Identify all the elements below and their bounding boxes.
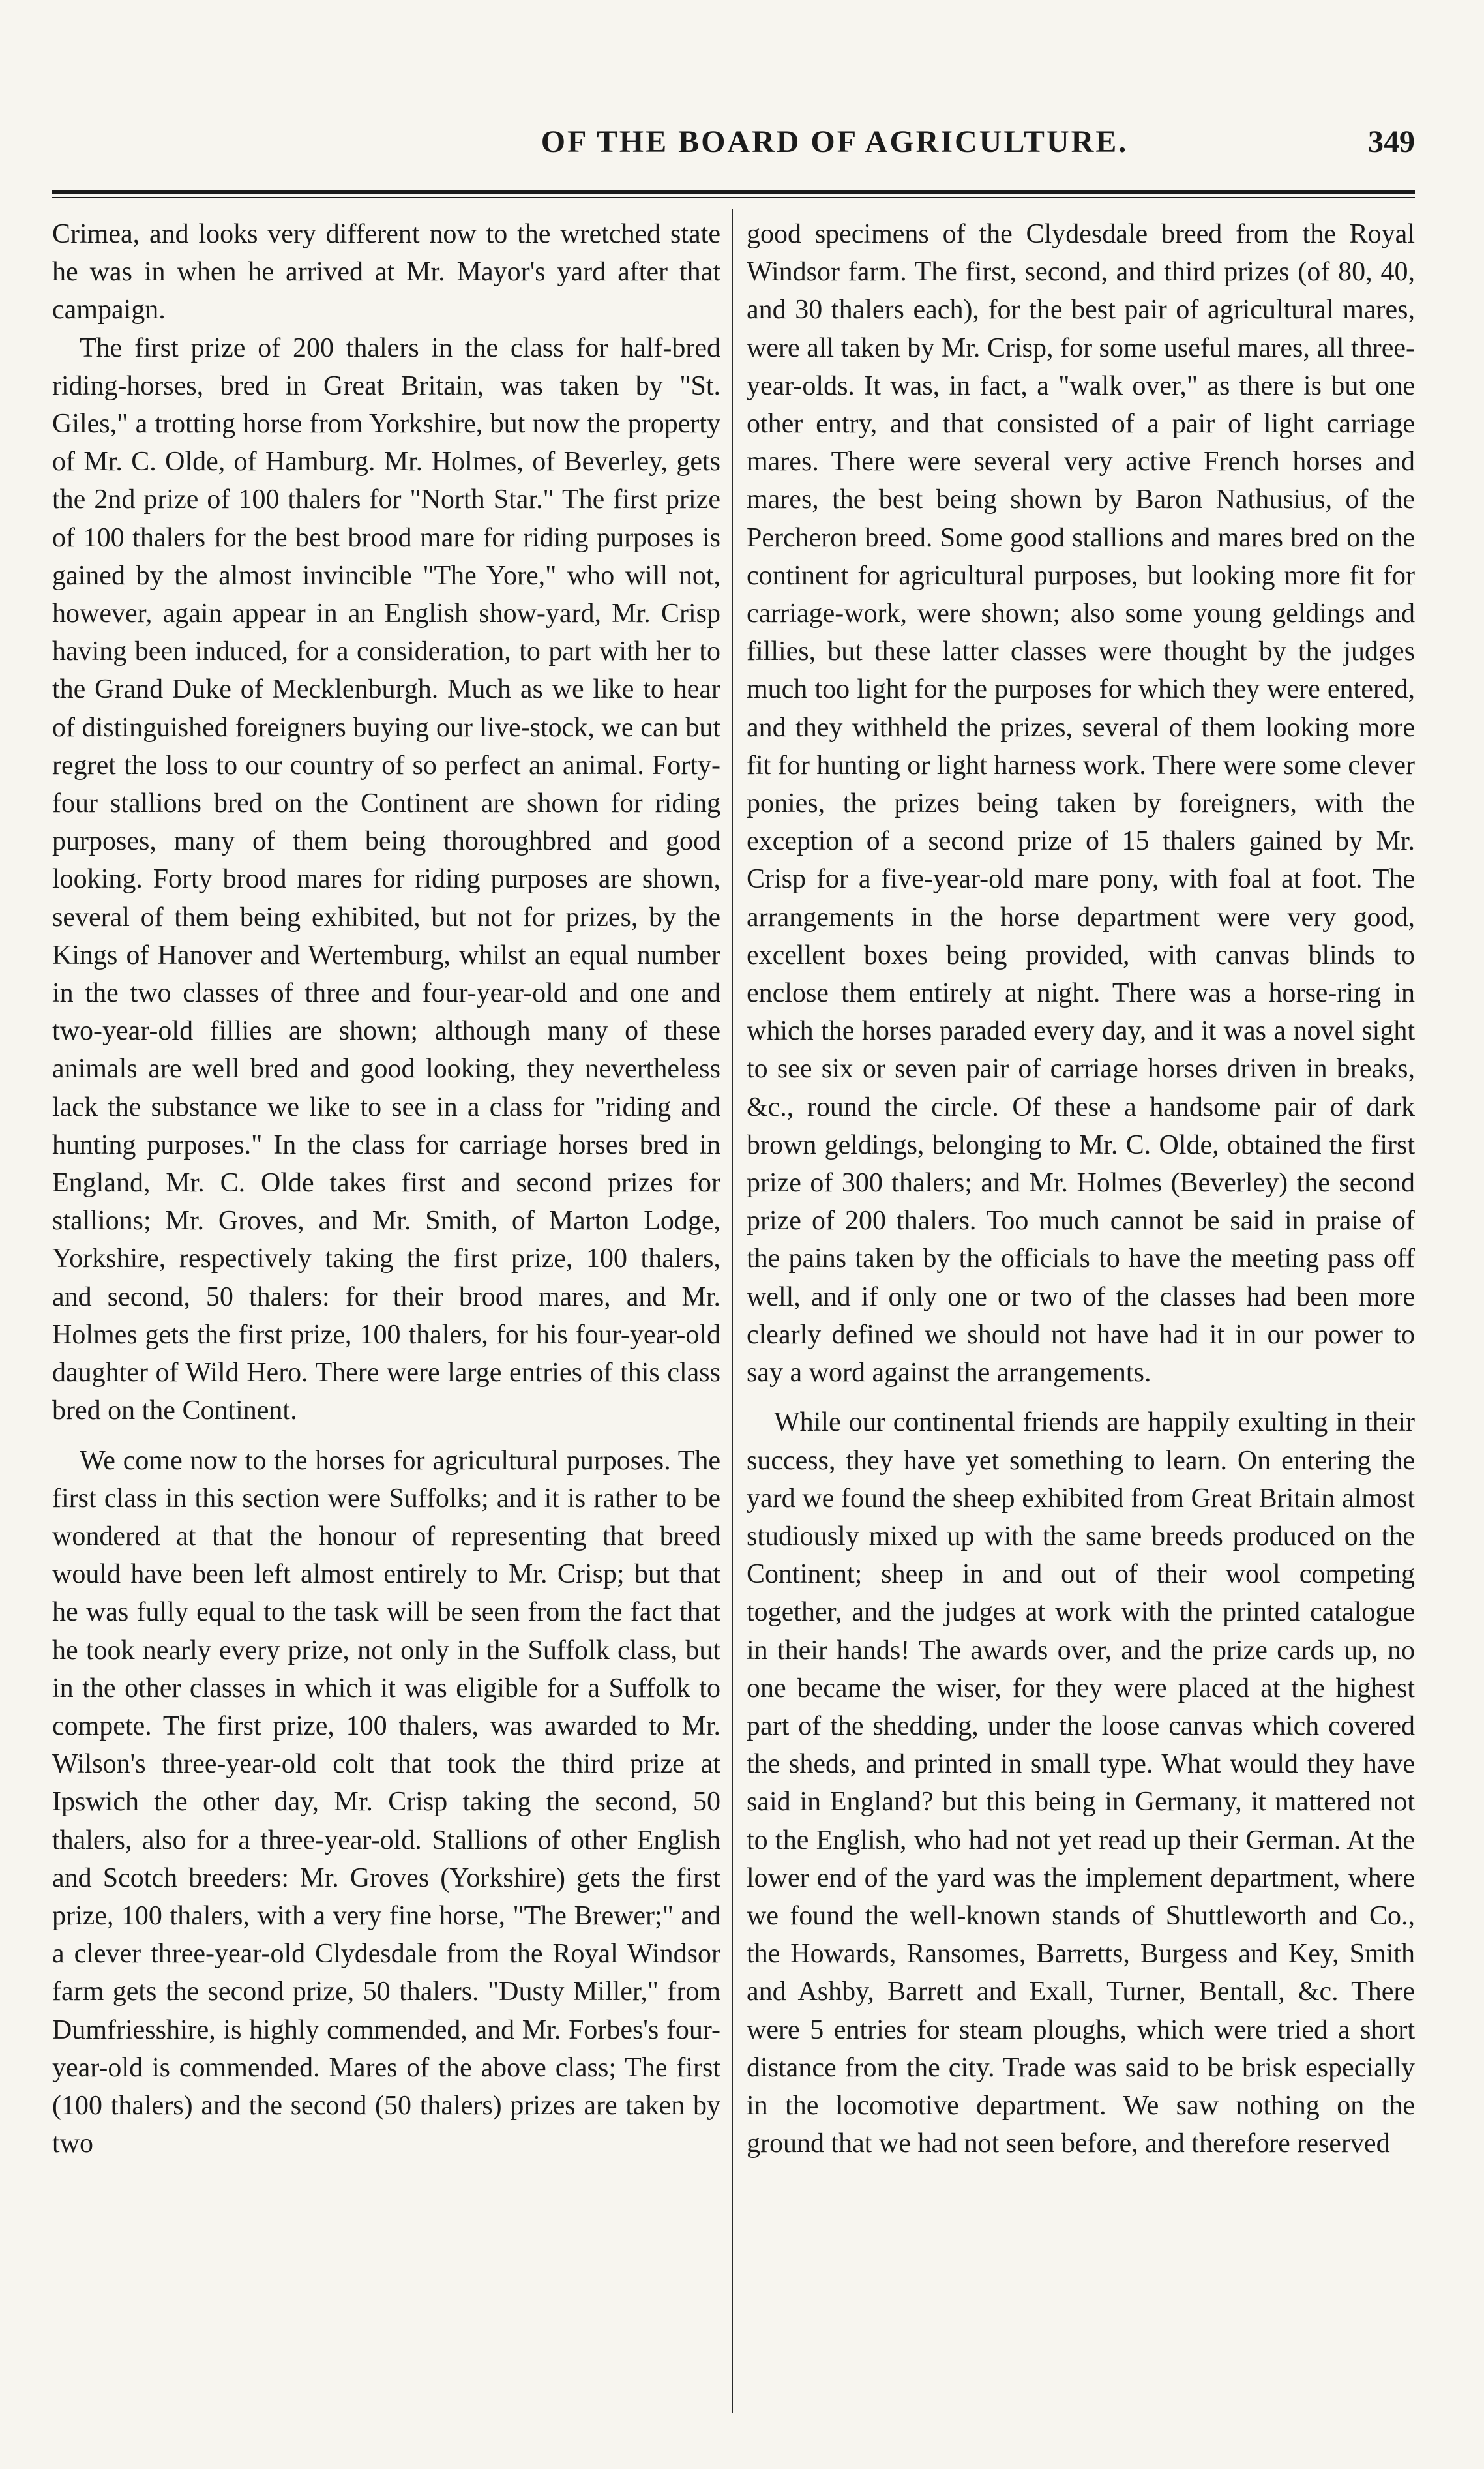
left-paragraph-3: We come now to the horses for agricultural purposes. The first class in this section were Suffolks; and it is rather to be wondered at that the honour of representing that breed would have been left almost entirely to Mr. Crisp; but that he was fully equal to the task will be seen from the fact that he took nearly every prize, not only in the Suffolk class, but in the other classes in which it was eligible for a Suffolk to compete. The first prize, 100 thalers, was awarded to Mr. Wilson's three-year-old colt that took the third prize at Ipswich the other day, Mr. Crisp taking the second, 50 thalers, also for a three-year-old. Stallions of other English and Scotch breeders: Mr. Groves (Yorkshire) gets the first prize, 100 thalers, with a very fine horse, "The Brewer;" and a clever three-year-old Clydesdale from the Royal Windsor farm gets the second prize, 50 thalers. "Dusty Miller," from Dumfriesshire, is highly commended, and Mr. Forbes's four-year-old is commended. Mares of the above class; The first (100 thalers) and the second (50 thalers) prizes are taken by two [52, 1445, 720, 2159]
header-rule-thin [52, 197, 1415, 198]
running-title: OF THE BOARD OF AGRICULTURE. [541, 125, 1129, 159]
left-paragraph-1: Crimea, and looks very different now to the wretched state he was in when he arrived at Mr. Mayor's yard after that campaign. [52, 219, 720, 325]
right-paragraph-1: good specimens of the Clydesdale breed from the Royal Windsor farm. The first, second, and third prizes (of 80, 40, and 30 thalers each), for the best pair of agricultural mares, were all taken by Mr. Crisp, for some useful mares, all three-year-olds. It was, in fact, a "walk over," as there is but one other entry, and that consisted of a pair of light carriage mares. There were several very active French horses and mares, the best being shown by Baron Nathusius, of the Percheron breed. Some good stallions and mares bred on the continent for agricultural purposes, but looking more fit for carriage-work, were shown; also some young geldings and fillies, but these latter classes were thought by the judges much too light for the purposes for which they were entered, and they withheld the prizes, several of them looking more fit for hunting or light harness work. There were some clever ponies, the prizes being taken by foreigners, with the exception of a second prize of 15 thalers gained by Mr. Crisp for a five-year-old mare pony, with foal at foot. The arrangements in the horse department were very good, excellent boxes being provided, with canvas blinds to enclose them entirely at night. There was a horse-ring in which the horses paraded every day, and it was a novel sight to see six or seven pair of carriage horses driven in breaks, &c., round the circle. Of these a handsome pair of dark brown geldings, belonging to Mr. C. Olde, obtained the first prize of 300 thalers; and Mr. Holmes (Beverley) the second prize of 200 thalers. Too much cannot be said in praise of the pains taken by the officials to have the meeting pass off well, and if only one or two of the classes had been more clearly defined we should not have had it in our power to say a word against the arrangements. [747, 219, 1415, 1388]
header-rule [52, 190, 1415, 194]
page-header [52, 124, 1415, 189]
column-divider [732, 209, 733, 2413]
page-number: 349 [1368, 125, 1415, 159]
right-column [747, 215, 1415, 2162]
left-column [52, 215, 720, 2162]
left-paragraph-2: The first prize of 200 thalers in the class for half-bred riding-horses, bred in Great Britain, was taken by "St. Giles," a trotting horse from Yorkshire, but now the property of Mr. C. Olde, of Hamburg. Mr. Holmes, of Beverley, gets the 2nd prize of 100 thalers for "North Star." The first prize of 100 thalers for the best brood mare for riding purposes is gained by the almost invincible "The Yore," who will not, however, again appear in an English show-yard, Mr. Crisp having been induced, for a consideration, to part with her to the Grand Duke of Mecklenburgh. Much as we like to hear of distinguished foreigners buying our live-stock, we can but regret the loss to our country of so perfect an animal. Forty-four stallions bred on the Continent are shown for riding purposes, many of them being thoroughbred and good looking. Forty brood mares for riding purposes are shown, several of them being exhibited, but not for prizes, by the Kings of Hanover and Wertemburg, whilst an equal number in the two classes of three and four-year-old and one and two-year-old fillies are shown; although many of these animals are well bred and good looking, they nevertheless lack the substance we like to see in a class for "riding and hunting purposes." In the class for carriage horses bred in England, Mr. C. Olde takes first and second prizes for stallions; Mr. Groves, and Mr. Smith, of Marton Lodge, Yorkshire, respectively taking the first prize, 100 thalers, and second, 50 thalers: for their brood mares, and Mr. Holmes gets the first prize, 100 thalers, for his four-year-old daughter of Wild Hero. There were large entries of this class bred on the Continent. [52, 333, 720, 1426]
right-paragraph-2: While our continental friends are happily exulting in their success, they have yet something to learn. On entering the yard we found the sheep exhibited from Great Britain almost studiously mixed up with the same breeds produced on the Continent; sheep in and out of their wool competing together, and the judges at work with the printed catalogue in their hands! The awards over, and the prize cards up, no one became the wiser, for they were placed at the highest part of the shedding, under the loose canvas which covered the sheds, and printed in small type. What would they have said in England? but this being in Germany, it mattered not to the English, who had not yet read up their German. At the lower end of the yard was the implement department, where we found the well-known stands of Shuttleworth and Co., the Howards, Ransomes, Barretts, Burgess and Key, Smith and Ashby, Barrett and Exall, Turner, Bentall, &c. There were 5 entries for steam ploughs, which were tried a short distance from the city. Trade was said to be brisk especially in the locomotive department. We saw nothing on the ground that we had not seen before, and therefore reserved [747, 1407, 1415, 2159]
